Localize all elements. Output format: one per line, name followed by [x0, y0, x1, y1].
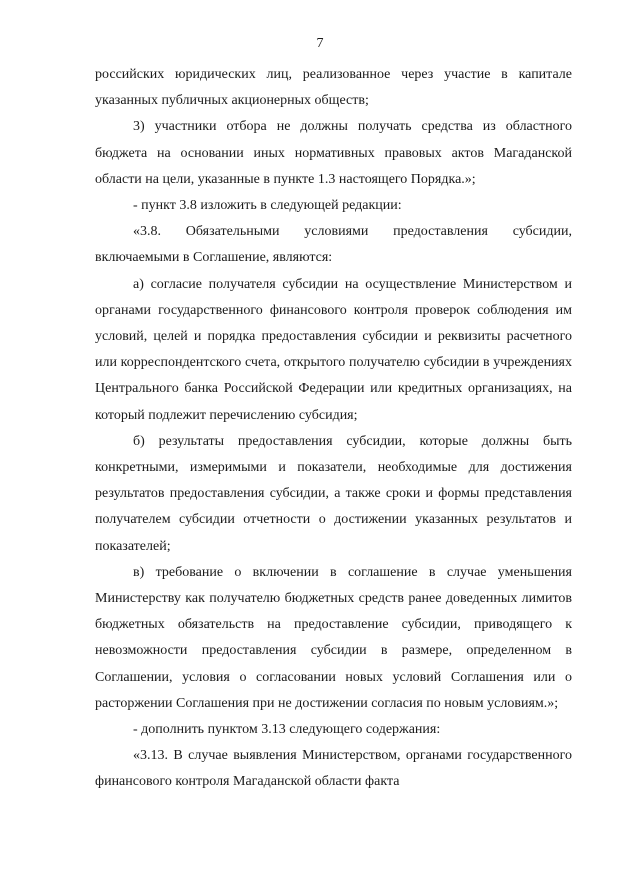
page-number: 7 — [316, 36, 324, 51]
paragraph-subitem-b: б) результаты предоставления субсидии, которые должны быть конкретными, измеримыми и показатели, необходимые для достижения результатов предоставления субсидии, а также сроки и формы представления получателем субсидии отчетности о достижении указанных результатов и показателей; — [95, 433, 572, 554]
paragraph-item-3: 3) участники отбора не должны получать средства из областного бюджета на основании иных нормативных правовых актов Магаданской области на цели, указанные в пункте 1.3 настоящего Порядка.»; — [95, 119, 572, 187]
paragraph-continuation: российских юридических лиц, реализованное через участие в капитале указанных публичных акционерных обществ; — [95, 67, 572, 109]
paragraph-clause-3-8: «3.8. Обязательными условиями предоставления субсидии, включаемыми в Соглашение, являются: — [95, 224, 572, 266]
document-body — [95, 62, 572, 796]
paragraph-clause-3-13: «3.13. В случае выявления Министерством, органами государственного финансового контроля Магаданской области факта — [95, 748, 572, 790]
paragraph-subitem-v: в) требование о включении в соглашение в случае уменьшения Министерству как получателю бюджетных средств ранее доведенных лимитов бюджетных обязательств на предоставление субсидии, приводящего к невозможности предоставления субсидии в размере, определенном в Соглашении, условия о согласовании новых условий Соглашения или о расторжении Соглашения при не достижении согласия по новым условиям.»; — [95, 564, 572, 711]
paragraph-amend-3-8: - пункт 3.8 изложить в следующей редакции: — [133, 198, 402, 214]
paragraph-subitem-a: а) согласие получателя субсидии на осуществление Министерством и органами государственного финансового контроля проверок соблюдения им условий, целей и порядка предоставления субсидии и реквизиты расчетного или корреспондентского счета, открытого получателю субсидии в учреждениях Центрального банка Российской Федерации или кредитных организациях, на который подлежит перечислению субсидия; — [95, 276, 572, 423]
paragraph-amend-3-13: - дополнить пунктом 3.13 следующего содержания: — [133, 722, 441, 738]
